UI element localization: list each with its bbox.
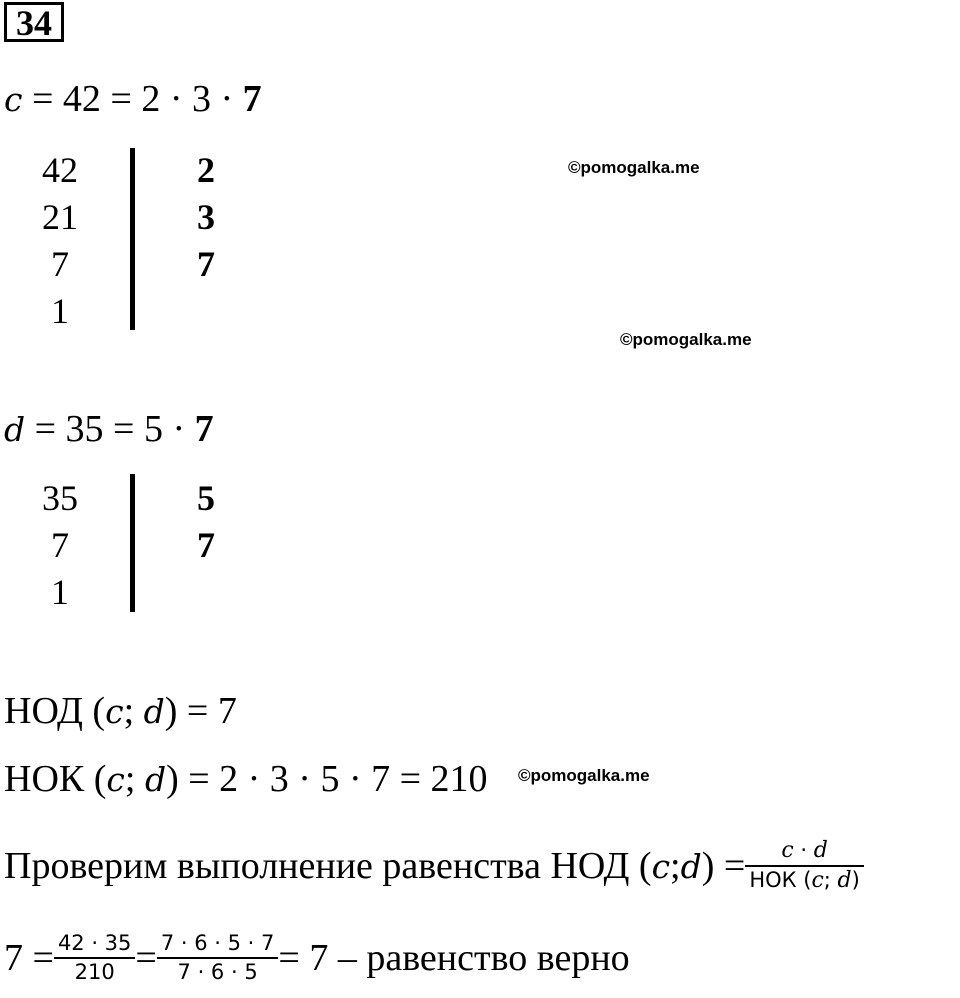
lcm-prefix: НОК ( xyxy=(4,758,107,800)
check-line xyxy=(4,826,864,906)
separator: ; xyxy=(123,690,144,732)
c-table-row: 1 xyxy=(51,291,69,331)
gcd-prefix: НОД ( xyxy=(4,690,106,732)
final-tail: = 7 – равенство верно xyxy=(278,937,630,979)
lcm-result: ) = 2 · 3 · 5 · 7 = 210 xyxy=(166,758,488,800)
fraction-denominator: 210 xyxy=(74,960,115,984)
d-table-row: 7 xyxy=(51,525,69,565)
c-table-factor: 3 xyxy=(197,197,215,237)
var-d: d xyxy=(143,692,165,731)
var-c: c xyxy=(106,760,125,799)
var-c: c xyxy=(781,837,794,863)
separator: ; xyxy=(670,845,681,887)
fraction-bar xyxy=(54,957,135,959)
d-table-row: 1 xyxy=(51,572,69,612)
var-d: d xyxy=(4,410,26,449)
problem-number: 34 xyxy=(4,2,64,42)
final-line xyxy=(4,918,630,998)
var-d: d xyxy=(837,868,852,893)
fraction-numerator xyxy=(777,839,831,863)
final-eq: = xyxy=(135,937,157,979)
dot: · xyxy=(793,837,814,862)
c-expression xyxy=(4,80,262,118)
gcd-line xyxy=(4,692,237,730)
final-fraction-1 xyxy=(54,932,135,984)
var-d: d xyxy=(144,760,167,799)
watermark: ©pomogalka.me xyxy=(620,330,752,349)
fraction-denominator: 7 · 6 · 5 xyxy=(177,960,258,984)
var-d: d xyxy=(813,837,828,863)
fraction-bar xyxy=(745,865,864,867)
d-table-factor: 5 xyxy=(197,478,215,518)
gcd-result: ) = 7 xyxy=(164,690,237,732)
final-lead: 7 = xyxy=(4,937,54,979)
c-equation: = 42 = 2 · 3 · xyxy=(22,78,243,120)
close-paren: ) xyxy=(851,868,860,892)
final-fraction-2 xyxy=(157,932,279,984)
var-c: c xyxy=(4,80,23,119)
lcm-label: НОК ( xyxy=(749,868,812,892)
fraction-numerator: 42 · 35 xyxy=(57,930,132,955)
c-table-factor: 7 xyxy=(197,244,215,284)
d-table-row: 35 xyxy=(42,478,78,518)
c-table-row: 42 xyxy=(42,150,78,190)
separator: ; xyxy=(124,758,145,800)
d-equation: = 35 = 5 · xyxy=(25,408,195,450)
var-c: c xyxy=(651,846,671,886)
check-close: ) = xyxy=(701,845,746,887)
var-c: c xyxy=(811,868,824,893)
d-table-divider xyxy=(130,474,135,612)
d-expression xyxy=(4,410,214,448)
fraction-numerator: 7 · 6 · 5 · 7 xyxy=(160,930,275,955)
c-last-factor: 7 xyxy=(242,78,262,120)
check-fraction xyxy=(745,839,864,893)
watermark: ©pomogalka.me xyxy=(518,766,650,785)
separator: ; xyxy=(823,868,838,892)
fraction-bar xyxy=(157,957,279,959)
c-table-factor: 2 xyxy=(197,150,215,190)
d-table-factor: 7 xyxy=(197,525,215,565)
c-table-row: 7 xyxy=(51,244,69,284)
c-table-divider xyxy=(130,148,135,330)
c-table-row: 21 xyxy=(42,197,78,237)
var-d: d xyxy=(680,846,702,886)
d-last-factor: 7 xyxy=(194,408,214,450)
watermark: ©pomogalka.me xyxy=(568,158,700,177)
fraction-denominator xyxy=(745,869,864,893)
var-c: c xyxy=(105,692,124,731)
check-text: Проверим выполнение равенства НОД ( xyxy=(4,845,652,887)
lcm-line xyxy=(4,760,488,798)
